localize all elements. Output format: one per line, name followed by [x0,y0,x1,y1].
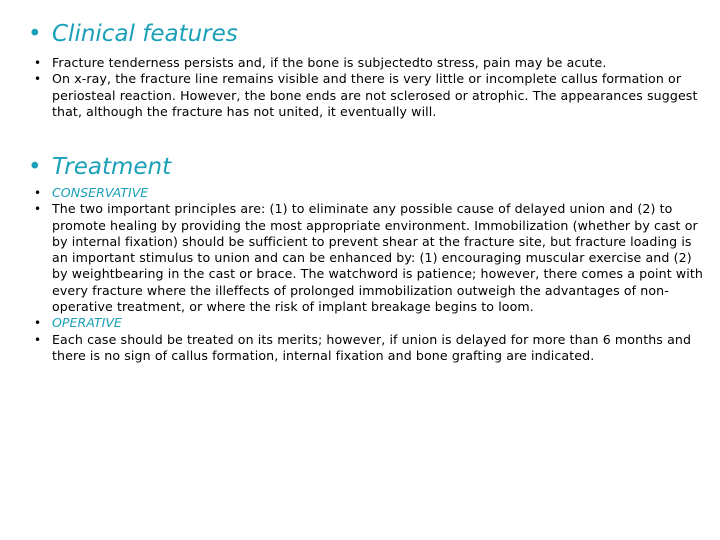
item-text: Fracture tenderness persists and, if the bone is subjectedto stress, pain may be acute. [52,55,607,70]
bullet: • [34,56,42,70]
subheading-conservative: CONSERVATIVE [52,185,149,200]
heading-bullet: • [28,21,42,47]
list-item [34,332,710,365]
clinical-features-list [34,55,710,120]
subheading-operative: OPERATIVE [52,315,122,331]
item-text: Each case should be treated on its merits; however, if union is delayed for more than 6 months and there is no sign of callus formation, internal fixation and bone grafting are indicated. [52,331,692,363]
bullet: • [34,332,42,347]
bullet: • [34,316,42,331]
item-text: On x-ray, the fracture line remains visible and there is very little or incomplete callus formation or periosteal reaction. However, the bone ends are not sclerosed or atrophic. The appearances suggest that, although the fracture has not united, it eventually will. [52,71,698,119]
treatment-list [34,185,710,364]
section-heading-clinical-features [28,20,238,48]
list-item [34,71,710,120]
section-heading-treatment [28,153,171,181]
list-item [34,201,710,315]
bullet: • [34,202,42,217]
heading-text: Treatment [52,154,172,180]
list-item [34,55,710,71]
heading-text: Clinical features [52,21,238,47]
list-item [34,315,710,331]
heading-bullet: • [28,154,42,180]
bullet: • [34,186,42,200]
bullet: • [34,72,42,87]
item-text: The two important principles are: (1) to eliminate any possible cause of delayed union and (2) to promote healing by providing the most appropriate environment. Immobilization (whether by cast or by internal fixation) should be sufficient to prevent shear at the fracture site, but fracture loading is an important stimulus to union and can be enhanced by: (1) encouraging muscular exercise and (2) by weightbearing in the cast or brace. The watchword is patience; however, there comes a point with every fracture where the illeffects of prolonged immobilization outweigh the advantages of non-operative treatment, or where the risk of implant breakage begins to loom. [52,201,703,315]
list-item [34,185,710,201]
